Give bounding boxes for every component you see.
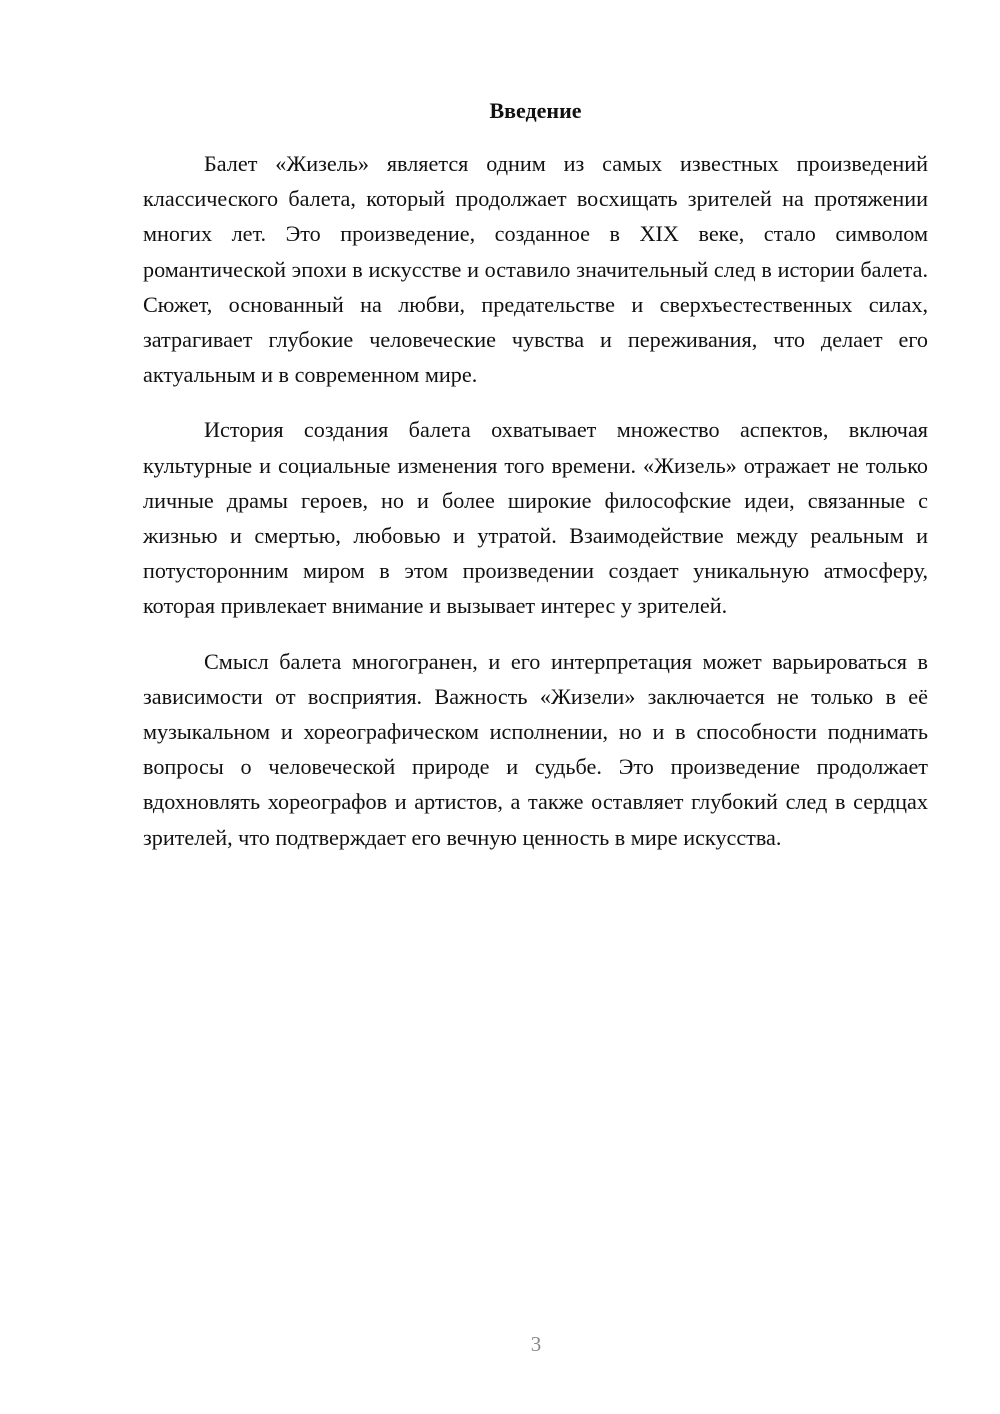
paragraph-1: Балет «Жизель» является одним из самых известных произведений классического балета, который продолжает восхищать зрителей на протяжении многих лет. Это произведение, созданное в XIX веке, стало символом романтической эпохи в искусстве и оставило значительный след в истории балета. Сюжет, основанный на любви, предательстве и сверхъестественных силах, затрагивает глубокие человеческие чувства и переживания, что делает его актуальным и в современном мире. (143, 151, 928, 388)
section-title: Введение (489, 98, 582, 123)
page-content (143, 94, 928, 855)
page-number: 3 (530, 1332, 542, 1356)
paragraph-3: Смысл балета многогранен, и его интерпретация может варьироваться в зависимости от восприятия. Важность «Жизели» заключается не только в её музыкальном и хореографическом исполнении, но и в способности поднимать вопросы о человеческой природе и судьбе. Это произведение продолжает вдохновлять хореографов и артистов, а также оставляет глубокий след в сердцах зрителей, что подтверждает его вечную ценность в мире искусства. (143, 648, 928, 850)
paragraph-2: История создания балета охватывает множество аспектов, включая культурные и социальные изменения того времени. «Жизель» отражает не только личные драмы героев, но и более широкие философские идеи, связанные с жизнью и смертью, любовью и утратой. Взаимодействие между реальным и потусторонним миром в этом произведении создает уникальную атмосферу, которая привлекает внимание и вызывает интерес у зрителей. (143, 417, 928, 619)
